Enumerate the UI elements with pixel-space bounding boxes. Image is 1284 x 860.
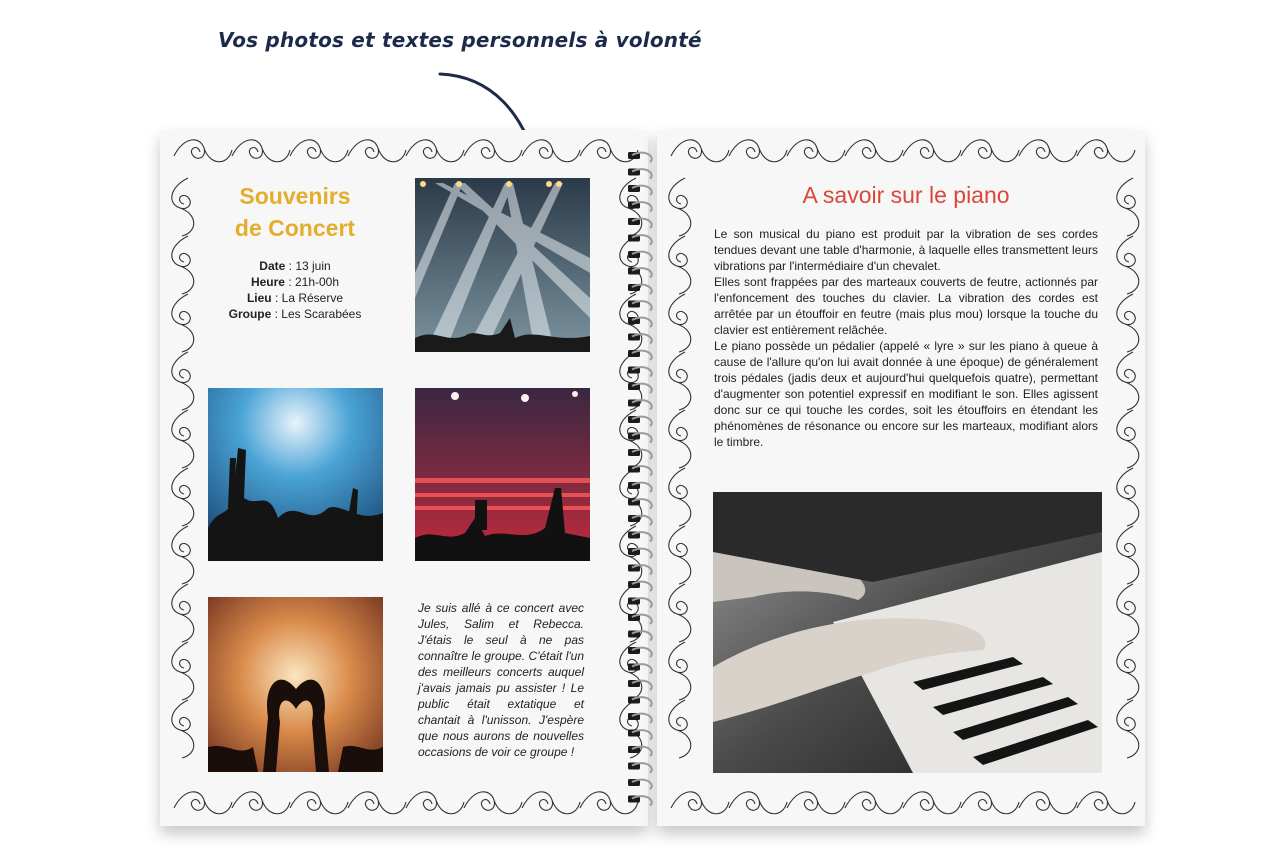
left-page-title bbox=[200, 180, 390, 244]
swirl-ornament bbox=[174, 140, 232, 162]
spiral-binding bbox=[626, 148, 656, 808]
photo-piano-hands bbox=[713, 492, 1102, 773]
swirl-ornament bbox=[961, 140, 1019, 162]
swirl-ornament bbox=[464, 792, 522, 814]
piano-text bbox=[714, 226, 1098, 450]
swirl-ornament bbox=[172, 410, 194, 468]
info-time: Heure : 21h-00h bbox=[250, 275, 340, 289]
info-date: Date : 13 juin bbox=[259, 259, 331, 273]
swirl-ornament bbox=[903, 140, 961, 162]
swirl-ornament bbox=[522, 140, 580, 162]
swirl-ornament bbox=[729, 140, 787, 162]
swirl-ornament bbox=[671, 792, 729, 814]
swirl-ornament bbox=[406, 140, 464, 162]
swirl-ornament bbox=[669, 642, 691, 700]
paragraph-3: Le piano possède un pédalier (appelé « lyre » sur les piano à queue à cause de l'allure qu'on lui avait donnée à une époque) de généralement trois pédales (jadis deux et aujourd'hui quelquefois quatre), permettant d'augmenter son potentiel expressif en modifiant le son. Elles agissent donc sur ce qui touche les cordes, soit les étouffoirs en étendant les phénomènes de résonance ou encore sur les marteaux, modifiant alors le timbre. bbox=[714, 339, 1098, 449]
swirl-ornament bbox=[669, 236, 691, 294]
swirl-ornament bbox=[522, 792, 580, 814]
swirl-ornament bbox=[1117, 642, 1139, 700]
swirl-ornament bbox=[172, 642, 194, 700]
swirl-ornament bbox=[1117, 236, 1139, 294]
paragraph-1: Le son musical du piano est produit par la vibration de ses cordes tendues devant une table d'harmonie, à laquelle elles transmettent leurs vibrations par l'intermédiaire d'un chevalet. bbox=[714, 227, 1098, 273]
swirl-ornament bbox=[172, 584, 194, 642]
swirl-ornament bbox=[1019, 792, 1077, 814]
right-page-title: A savoir sur le piano bbox=[802, 182, 1010, 208]
swirl-ornament bbox=[671, 140, 729, 162]
title-line-1: Souvenirs bbox=[239, 183, 351, 209]
swirl-ornament bbox=[669, 294, 691, 352]
personal-note: Je suis allé à ce concert avec Jules, Salim et Rebecca. J'étais le seul à ne pas connaître le groupe. C'était l'un des meilleurs concerts auquel j'avais jamais pu assister ! Le public était extatique et chantait à l'unisson. J'espère que nous aurons de nouvelles occasions de voir ce groupe ! bbox=[418, 601, 584, 759]
caption-text: Vos photos et textes personnels à volonté bbox=[218, 28, 702, 52]
info-place: Lieu : La Réserve bbox=[246, 291, 344, 305]
swirl-ornament bbox=[172, 468, 194, 526]
left-page bbox=[160, 130, 648, 826]
photo-heart-hands bbox=[208, 597, 383, 772]
swirl-ornament bbox=[172, 352, 194, 410]
concert-info bbox=[200, 258, 390, 322]
swirl-ornament bbox=[172, 236, 194, 294]
swirl-ornament bbox=[172, 294, 194, 352]
swirl-ornament bbox=[1117, 294, 1139, 352]
swirl-ornament bbox=[290, 140, 348, 162]
swirl-ornament bbox=[232, 792, 290, 814]
swirl-ornament bbox=[348, 140, 406, 162]
swirl-ornament bbox=[669, 584, 691, 642]
swirl-ornament bbox=[348, 792, 406, 814]
swirl-ornament bbox=[1117, 410, 1139, 468]
title-line-2: de Concert bbox=[234, 215, 356, 241]
swirl-ornament bbox=[1117, 526, 1139, 584]
swirl-ornament bbox=[290, 792, 348, 814]
swirl-ornament bbox=[172, 178, 194, 236]
info-band: Groupe : Les Scarabées bbox=[228, 307, 362, 321]
swirl-ornament bbox=[669, 410, 691, 468]
swirl-ornament bbox=[903, 792, 961, 814]
swirl-ornament bbox=[1117, 584, 1139, 642]
swirl-ornament bbox=[729, 792, 787, 814]
swirl-ornament bbox=[1117, 352, 1139, 410]
swirl-ornament bbox=[1117, 700, 1139, 758]
swirl-ornament bbox=[669, 700, 691, 758]
photo-blue-crowd bbox=[208, 388, 383, 561]
swirl-ornament bbox=[174, 792, 232, 814]
swirl-ornament bbox=[845, 792, 903, 814]
swirl-ornament bbox=[464, 140, 522, 162]
photo-red-stage bbox=[415, 388, 590, 561]
swirl-ornament bbox=[669, 526, 691, 584]
swirl-ornament bbox=[669, 468, 691, 526]
swirl-ornament bbox=[845, 140, 903, 162]
swirl-ornament bbox=[172, 526, 194, 584]
swirl-ornament bbox=[961, 792, 1019, 814]
swirl-ornament bbox=[787, 792, 845, 814]
swirl-ornament bbox=[1117, 468, 1139, 526]
swirl-ornament bbox=[669, 352, 691, 410]
swirl-ornament bbox=[1077, 140, 1135, 162]
swirl-ornament bbox=[787, 140, 845, 162]
right-page bbox=[657, 130, 1145, 826]
swirl-ornament bbox=[232, 140, 290, 162]
swirl-ornament bbox=[172, 700, 194, 758]
swirl-ornament bbox=[1117, 178, 1139, 236]
swirl-ornament bbox=[1077, 792, 1135, 814]
photo-stage-lights bbox=[415, 178, 590, 352]
swirl-ornament bbox=[669, 178, 691, 236]
paragraph-2: Elles sont frappées par des marteaux couverts de feutre, actionnés par l'enfoncement des touches du clavier. La vibration des cordes est arrêtée par un étouffoir en feutre (mais plus mou) lorsque la touche du clavier est entièrement relâchée. bbox=[714, 275, 1098, 337]
swirl-ornament bbox=[1019, 140, 1077, 162]
swirl-ornament bbox=[406, 792, 464, 814]
